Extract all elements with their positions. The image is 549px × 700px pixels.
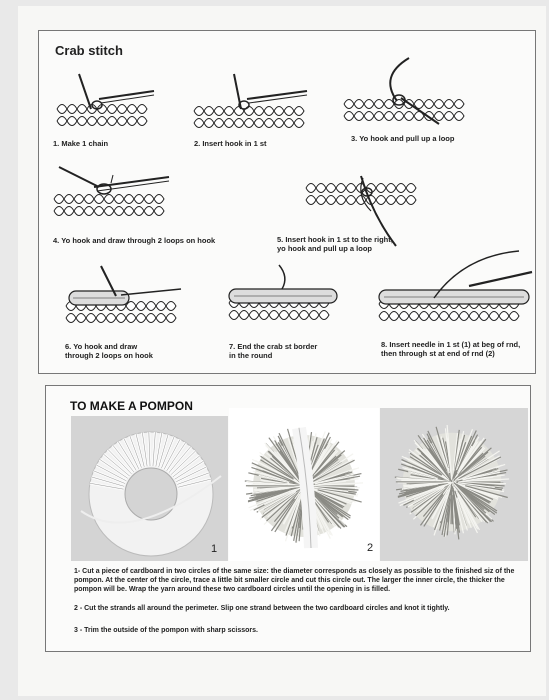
step-6-caption: 6. Yo hook and draw through 2 loops on hook — [65, 342, 153, 360]
step-5-caption: 5. Insert hook in 1 st to the right, yo hook and pull up a loop — [277, 235, 393, 253]
step-7-illustration — [224, 263, 344, 338]
pompon-tied-image — [229, 408, 379, 561]
instruction-2: 2 - Cut the strands all around the perimeter. Slip one strand between the two cardboard circles and knot it tightly. — [74, 605, 450, 612]
step-6-illustration — [61, 261, 186, 341]
pompon-finished-image — [380, 408, 528, 561]
step-7-caption: 7. End the crab st border in the round — [229, 342, 318, 360]
crab-stitch-title: Crab stitch — [55, 43, 123, 58]
crochet-stitch-row — [194, 107, 304, 128]
photo-1-number: 1 — [211, 543, 218, 555]
step-8-caption: 8. Insert needle in 1 st (1) at beg of rnd, then through st at end of rnd (2) — [381, 340, 521, 358]
instruction-1: 1- Cut a piece of cardboard in two circles of the same size: the diameter corresponds as closely as possible to the finished siz of the pompon. At the center of the circle, trace a little bit smaller circle and cut this circle out. The larger the inner circle, the thicker the pompon will be. Wrap the yarn around these two cardboard circles until the opening in is filled. — [74, 568, 515, 593]
step-2-caption: 2. Insert hook in 1 st — [194, 139, 267, 148]
step-3-illustration — [339, 56, 474, 131]
step-4-caption: 4. Yo hook and draw through 2 loops on hook — [53, 236, 216, 245]
step-2-illustration — [189, 69, 314, 134]
step-1-caption: 1. Make 1 chain — [53, 139, 109, 148]
step-8-illustration — [374, 246, 534, 341]
crab-stitch-box — [38, 30, 536, 374]
crochet-stitch-row — [54, 195, 164, 216]
photo-pompon-finished — [380, 408, 528, 561]
instruction-3: 3 - Trim the outside of the pompon with sharp scissors. — [74, 627, 258, 634]
cardboard-ring-image — [71, 416, 228, 561]
pompon-title: TO MAKE A POMPON — [70, 399, 193, 413]
step-1-illustration — [49, 69, 159, 134]
step-3-caption: 3. Yo hook and pull up a loop — [351, 134, 455, 143]
photo-cardboard-ring — [71, 416, 228, 561]
crochet-stitch-row — [57, 105, 147, 126]
pompon-box — [45, 385, 531, 652]
photo-pompon-tied — [229, 408, 379, 561]
photo-2-number: 2 — [367, 542, 374, 554]
step-4-illustration — [49, 161, 174, 236]
